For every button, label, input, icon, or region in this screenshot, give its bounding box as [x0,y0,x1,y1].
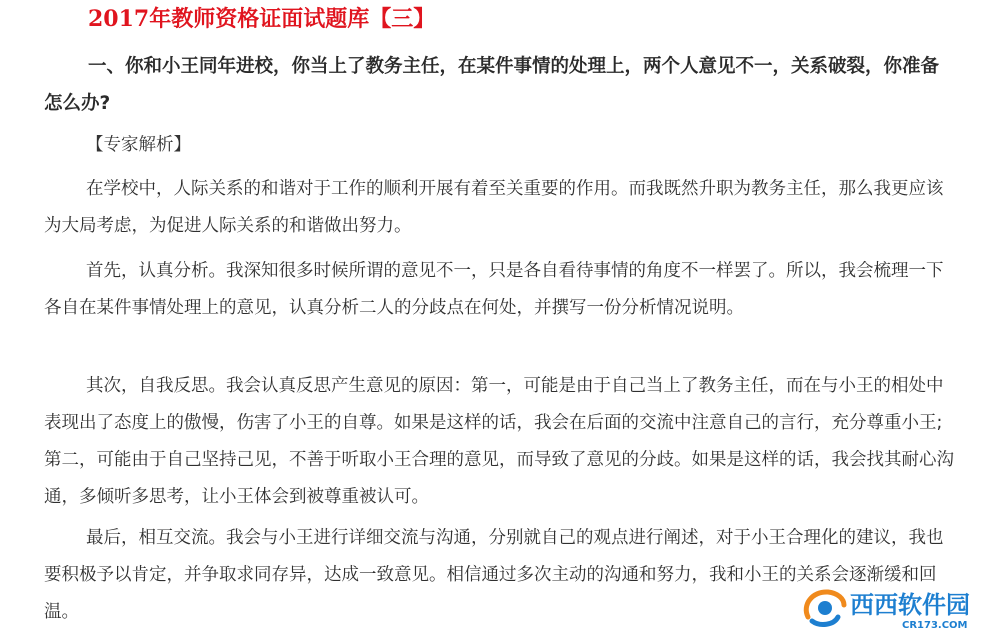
paragraph-last: 最后，相互交流。我会与小王进行详细交流与沟通，分别就自己的观点进行阐述，对于小王合理化的建议，我也要积极予以肯定，并争取求同存异，达成一致意见。相信通过多次主动的沟通和努力，我和小王的关系会逐渐缓和回温。 [44,528,944,622]
watermark-url: CR173.COM [902,620,968,631]
expert-analysis-label: 【专家解析】 [86,135,191,155]
watermark-text: 西西软件园 [850,591,970,619]
interview-question: 一、你和小王同年进校，你当上了教务主任，在某件事情的处理上，两个人意见不一，关系破裂，你准备怎么办? [44,56,940,114]
paragraph-second: 其次，自我反思。我会认真反思产生意见的原因：第一，可能是由于自己当上了教务主任，而在与小王的相处中表现出了态度上的傲慢，伤害了小王的自尊。如果是这样的话，我会在后面的交流中注意自己的言行，充分尊重小王;第二，可能由于自己坚持己见，不善于听取小王合理的意见，而导致了意见的分歧。如果是这样的话，我会找其耐心沟通，多倾听多思考，让小王体会到被尊重被认可。 [44,376,954,507]
watermark-logo-graphic [798,583,992,633]
site-watermark-logo [798,583,992,633]
paragraph-intro: 在学校中，人际关系的和谐对于工作的顺利开展有着至关重要的作用。而我既然升职为教务主任，那么我更应该为大局考虑，为促进人际关系的和谐做出努力。 [44,179,944,236]
page-title: 2017年教师资格证面试题库【三】 [88,6,436,32]
paragraph-first: 首先，认真分析。我深知很多时候所谓的意见不一，只是各自看待事情的角度不一样罢了。所以，我会梳理一下各自在某件事情处理上的意见，认真分析二人的分歧点在何处，并撰写一份分析情况说明。 [44,261,944,318]
